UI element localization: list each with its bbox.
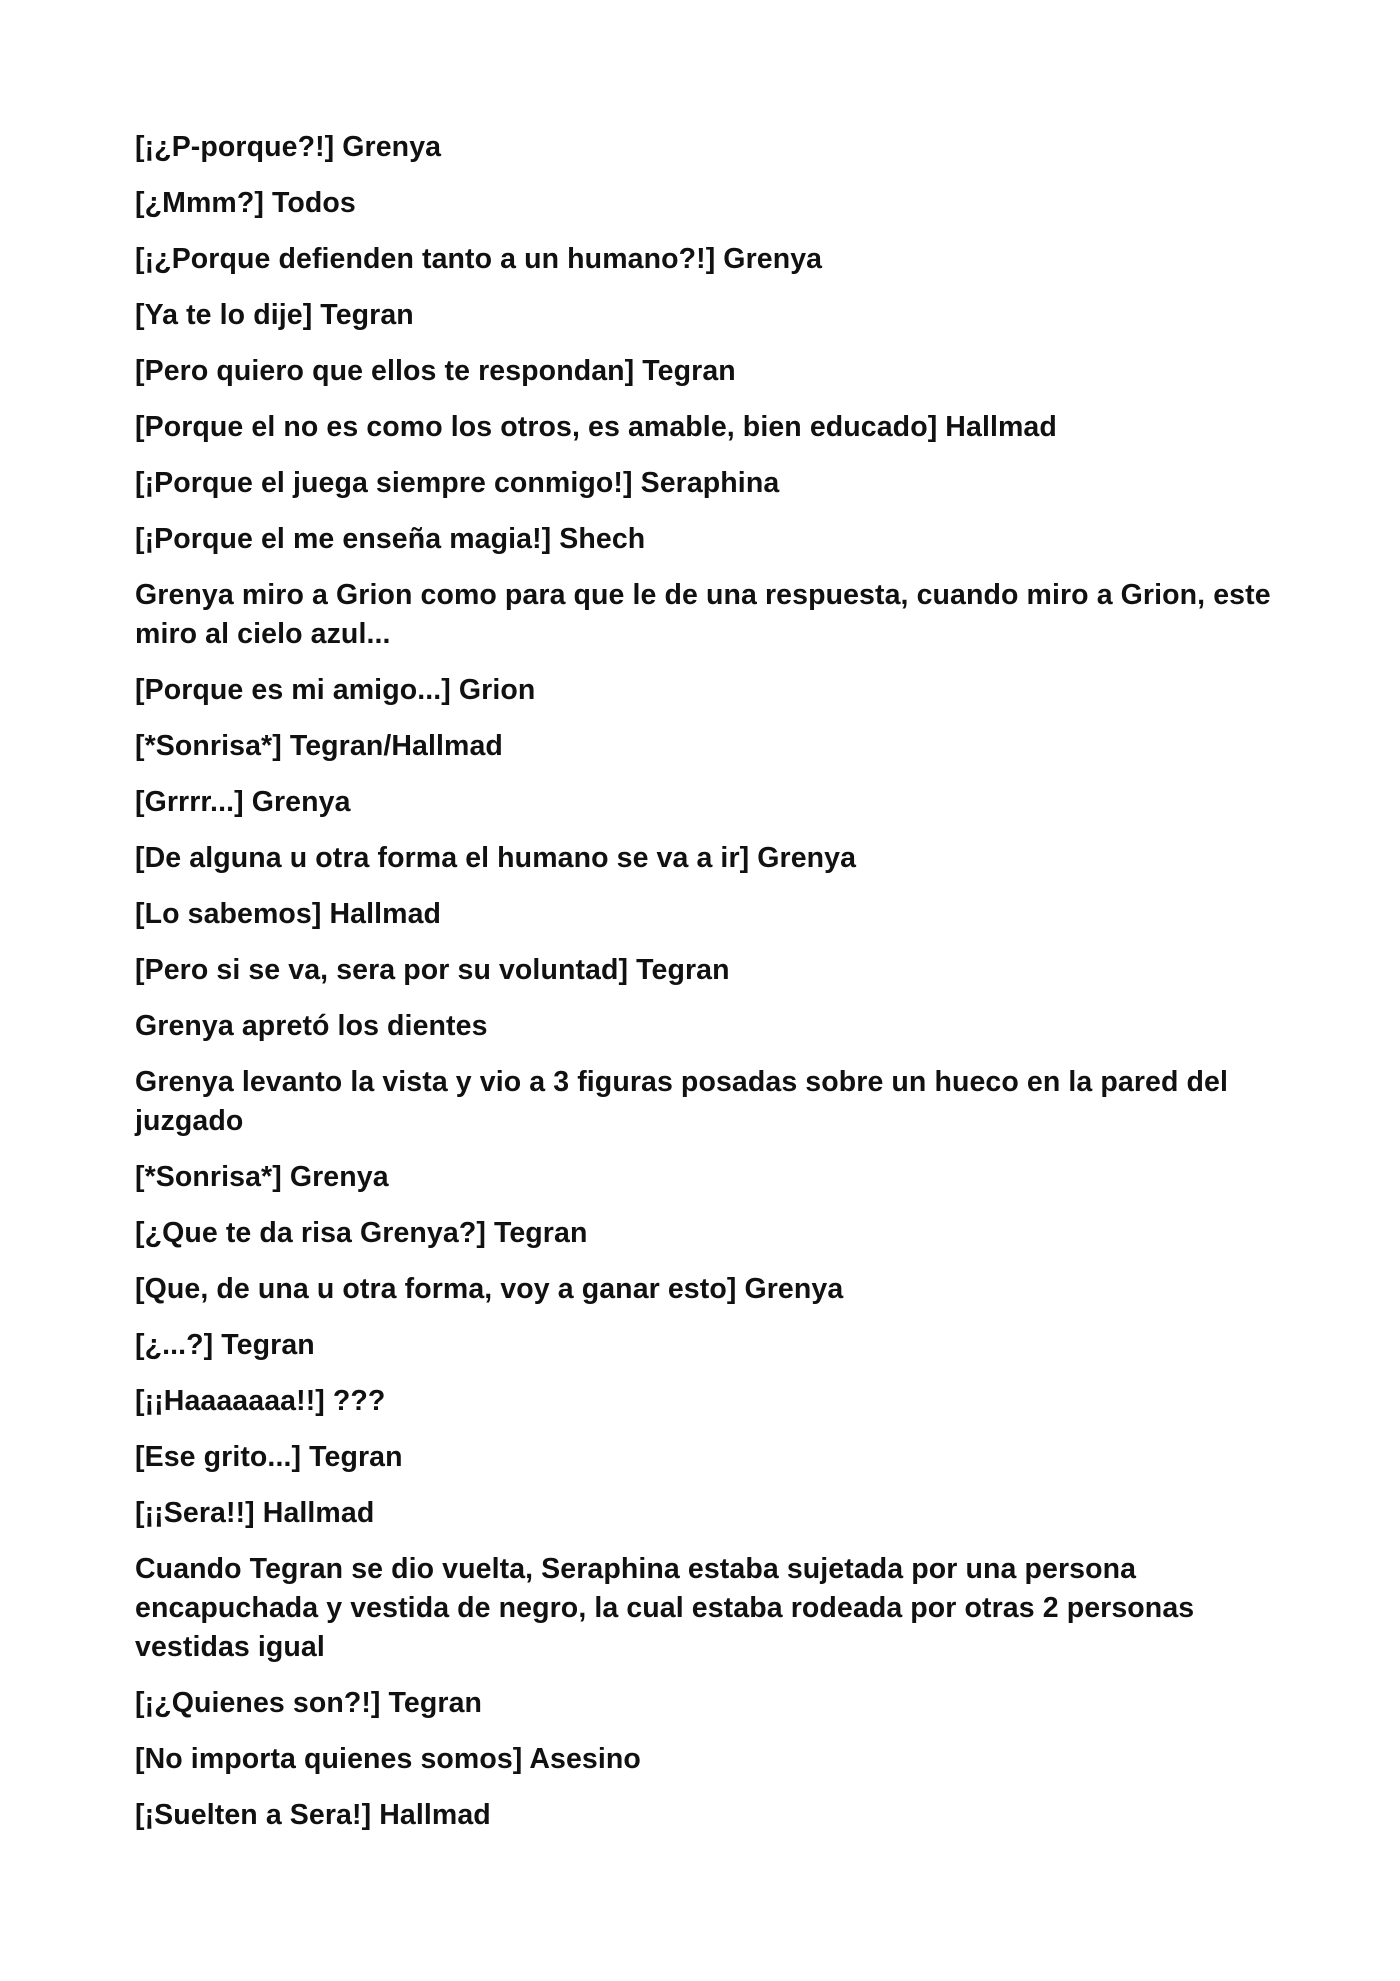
dialogue-line: [¡Suelten a Sera!] Hallmad — [135, 1799, 491, 1831]
narration-paragraph: Grenya apretó los dientes — [135, 1010, 488, 1042]
dialogue-line: [*Sonrisa*] Grenya — [135, 1161, 389, 1193]
dialogue-line: [¡¿P-porque?!] Grenya — [135, 131, 442, 163]
dialogue-line: [Ya te lo dije] Tegran — [135, 299, 414, 331]
dialogue-line: [Pero quiero que ellos te respondan] Tegran — [135, 355, 736, 387]
dialogue-line: [¿Mmm?] Todos — [135, 187, 356, 219]
dialogue-line: [¿Que te da risa Grenya?] Tegran — [135, 1217, 588, 1249]
dialogue-line: [No importa quienes somos] Asesino — [135, 1743, 641, 1775]
dialogue-line: [¡¿Quienes son?!] Tegran — [135, 1687, 483, 1719]
narration-paragraph: Grenya miro a Grion como para que le de una respuesta, cuando miro a Grion, este miro al cielo azul... — [135, 579, 1271, 650]
dialogue-line: [¡¡Sera!!] Hallmad — [135, 1497, 375, 1529]
dialogue-line: [¡¿Porque defienden tanto a un humano?!] Grenya — [135, 243, 823, 275]
dialogue-line: [De alguna u otra forma el humano se va a ir] Grenya — [135, 842, 857, 874]
dialogue-line: [*Sonrisa*] Tegran/Hallmad — [135, 730, 503, 762]
narration-paragraph: Grenya levanto la vista y vio a 3 figuras posadas sobre un hueco en la pared del juzgado — [135, 1066, 1228, 1137]
dialogue-line: [Grrrr...] Grenya — [135, 786, 351, 818]
dialogue-line: [¡Porque el juega siempre conmigo!] Seraphina — [135, 467, 780, 499]
dialogue-line: [Pero si se va, sera por su voluntad] Tegran — [135, 954, 730, 986]
dialogue-line: [¿...?] Tegran — [135, 1329, 315, 1361]
dialogue-line: [Que, de una u otra forma, voy a ganar esto] Grenya — [135, 1273, 844, 1305]
dialogue-line: [¡¡Haaaaaaa!!] ??? — [135, 1385, 386, 1417]
dialogue-line: [Ese grito...] Tegran — [135, 1441, 403, 1473]
dialogue-line: [¡Porque el me enseña magia!] Shech — [135, 523, 646, 555]
dialogue-line: [Porque es mi amigo...] Grion — [135, 674, 536, 706]
document-body — [135, 128, 1275, 1852]
narration-paragraph: Cuando Tegran se dio vuelta, Seraphina estaba sujetada por una persona encapuchada y vestida de negro, la cual estaba rodeada por otras 2 personas vestidas igual — [135, 1553, 1195, 1663]
dialogue-line: [Lo sabemos] Hallmad — [135, 898, 442, 930]
dialogue-line: [Porque el no es como los otros, es amable, bien educado] Hallmad — [135, 411, 1057, 443]
